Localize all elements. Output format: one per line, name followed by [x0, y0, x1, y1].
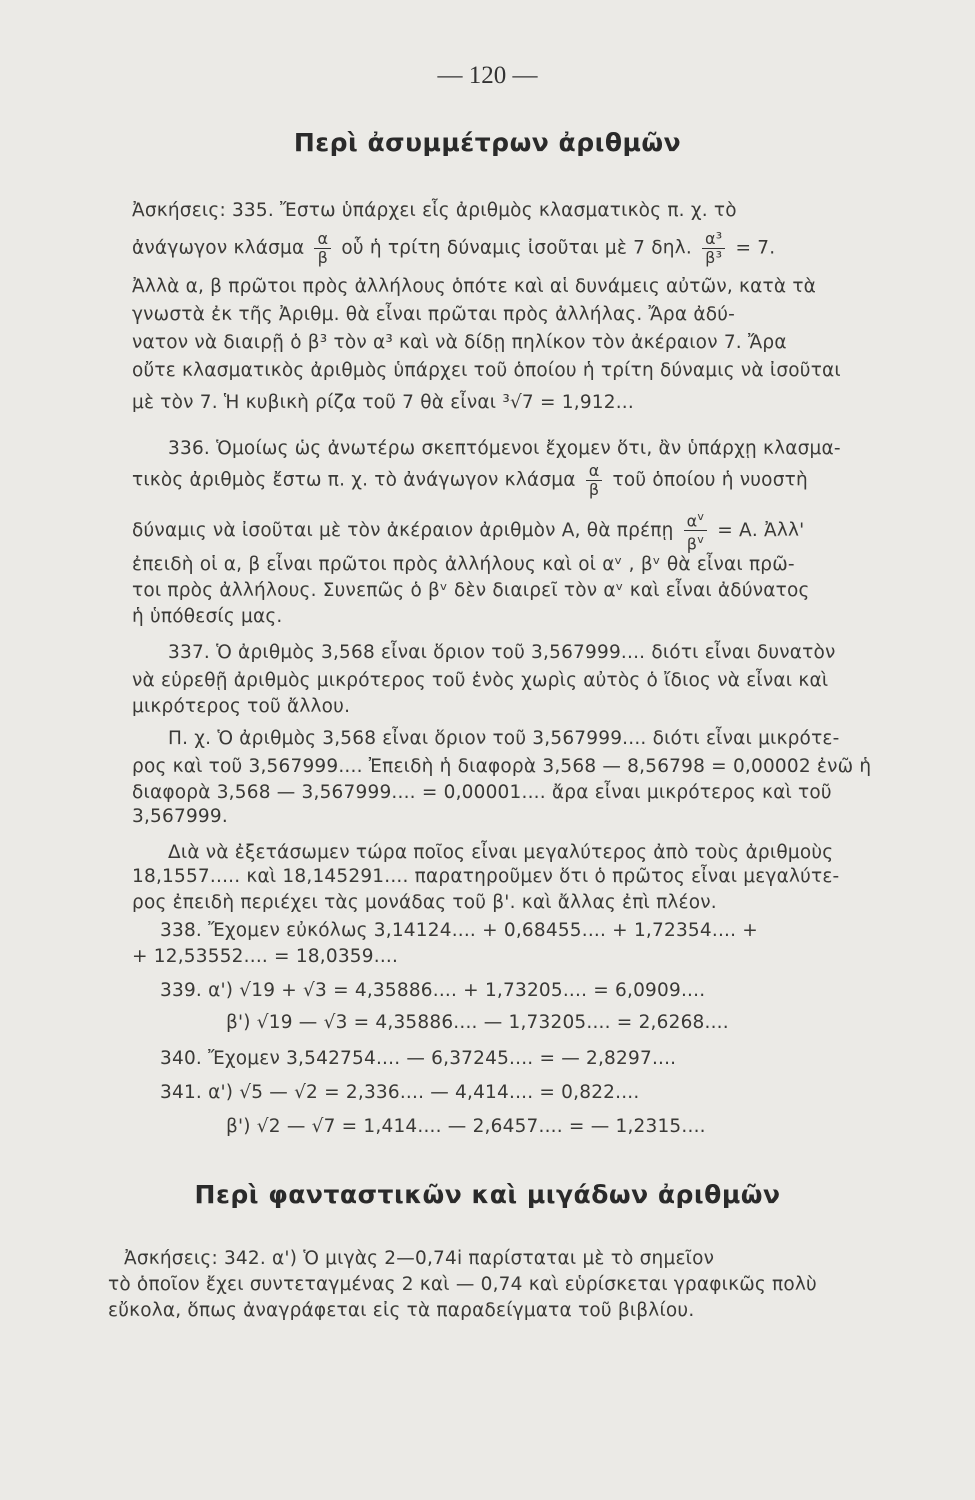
text-line-20: 3,567999. [132, 806, 228, 827]
text-line-17: Π. χ. Ὁ ἀριθμὸς 3,568 εἶναι ὅριον τοῦ 3,567999.... διότι εἶναι μικρότε- [168, 728, 840, 749]
text-line-2-end: = 7. [735, 237, 776, 259]
exercise-339a: 339. α') √19 + √3 = 4,35886.... + 1,73205.... = 6,0909.... [160, 980, 706, 1001]
exercise-338: 338. Ἔχομεν εὐκόλως 3,14124.... + 0,68455.... + 1,72354.... + [160, 920, 758, 941]
text-line-9-start: τικὸς ἀριθμὸς ἔστω π. χ. τὸ ἀνάγωγον κλάσμα [132, 469, 576, 491]
exercise-342: Ἀσκήσεις: 342. α') Ὁ μιγὰς 2—0,74i παρίσταται μὲ τὸ σημεῖον [124, 1248, 715, 1269]
text-line-13: ἡ ὑπόθεσίς μας. [132, 606, 283, 627]
page-number: — 120 — [437, 62, 538, 89]
fraction-numerator: $\alpha^v$ [684, 508, 707, 531]
exercise-337: 337. Ὁ ἀριθμὸς 3,568 εἶναι ὅριον τοῦ 3,567999.... διότι εἶναι δυνατὸν [168, 642, 836, 663]
text-line-10 [132, 508, 804, 554]
text-line-1: Ἀσκήσεις: 335. Ἔστω ὑπάρχει εἷς ἀριθμὸς κλασματικὸς π. χ. τὸ [132, 200, 737, 221]
text-line-9 [132, 462, 808, 499]
text-line-15: νὰ εὑρεθῇ ἀριθμὸς μικρότερος τοῦ ἑνὸς χωρὶς αὐτὸς ὁ ἴδιος νὰ εἶναι καὶ [132, 670, 829, 691]
text-line-7: μὲ τὸν 7. Ἡ κυβικὴ ρίζα τοῦ 7 θὰ εἶναι ³√7 = 1,912... [132, 392, 634, 413]
text-line-21: Διὰ νὰ ἐξετάσωμεν τώρα ποῖος εἶναι μεγαλύτερος ἀπὸ τοὺς ἀριθμοὺς [168, 842, 834, 863]
text-line-6: οὔτε κλασματικὸς ἀριθμὸς ὑπάρχει τοῦ ὁποίου ἡ τρίτη δύναμις νὰ ἰσοῦται [132, 360, 841, 381]
text-line-19: διαφορὰ 3,568 — 3,567999.... = 0,00001.... ἄρα εἶναι μικρότερος καὶ τοῦ [132, 782, 832, 803]
fraction-numerator: α [586, 462, 603, 481]
fraction-denominator: β [588, 480, 600, 499]
text-line-10-end: = Α. Ἀλλ' [717, 519, 805, 541]
fraction-denominator: β³ [705, 248, 723, 267]
exercise-336: 336. Ὁμοίως ὡς ἀνωτέρω σκεπτόμενοι ἔχομεν ὅτι, ἂν ὑπάρχῃ κλασμα- [168, 438, 841, 459]
text-line-33: εὔκολα, ὅπως ἀναγράφεται εἰς τὰ παραδείγματα τοῦ βιβλίου. [108, 1300, 695, 1321]
fraction-numerator: α³ [702, 230, 725, 249]
text-line-2-middle: οὗ ἡ τρίτη δύναμις ἰσοῦται μὲ 7 δηλ. [341, 237, 692, 259]
text-line-18: ρος καὶ τοῦ 3,567999.... Ἐπειδὴ ἡ διαφορὰ 3,568 — 8,56798 = 0,00002 ἐνῶ ἡ [132, 756, 872, 777]
fraction-denominator: $\beta^v$ [686, 533, 704, 554]
text-line-4: γνωστὰ ἐκ τῆς Ἀριθμ. θὰ εἶναι πρῶται πρὸς ἀλλήλας. Ἄρα ἀδύ- [132, 304, 736, 325]
text-line-2 [132, 230, 775, 267]
fraction-a-over-b [314, 230, 331, 267]
exercise-339b: β') √19 — √3 = 4,35886.... — 1,73205.... = 2,6268.... [226, 1012, 729, 1033]
section-title-complex: Περὶ φανταστικῶν καὶ μιγάδων ἀριθμῶν [194, 1180, 781, 1209]
section-title-irrational: Περὶ ἀσυμμέτρων ἀριθμῶν [293, 128, 682, 157]
text-line-11: ἐπειδὴ οἱ α, β εἶναι πρῶτοι πρὸς ἀλλήλους καὶ οἱ αᵛ , βᵛ θὰ εἶναι πρῶ- [132, 554, 795, 575]
text-line-32: τὸ ὁποῖον ἔχει συντεταγμένας 2 καὶ — 0,74 καὶ εὑρίσκεται γραφικῶς πολὺ [108, 1274, 817, 1295]
text-line-9-end: τοῦ ὁποίου ἡ νυοστὴ [612, 469, 808, 491]
exercise-341b: β') √2 — √7 = 1,414.... — 2,6457.... = — 1,2315.... [226, 1116, 706, 1137]
text-line-16: μικρότερος τοῦ ἄλλου. [132, 696, 351, 717]
text-line-5: νατον νὰ διαιρῇ ὁ β³ τὸν α³ καὶ νὰ δίδῃ πηλίκον τὸν ἀκέραιον 7. Ἄρα [132, 332, 787, 353]
text-line-23: ρος ἐπειδὴ περιέχει τὰς μονάδας τοῦ β'. καὶ ἄλλας ἐπὶ πλέον. [132, 892, 717, 913]
fraction-numerator: α [314, 230, 331, 249]
text-line-25: + 12,53552.... = 18,0359.... [132, 946, 399, 967]
fraction-a-over-b [586, 462, 603, 499]
fraction-av-over-bv [684, 508, 707, 554]
exercise-340: 340. Ἔχομεν 3,542754.... — 6,37245.... = — 2,8297.... [160, 1048, 677, 1069]
fraction-denominator: β [317, 248, 329, 267]
text-line-10-start: δύναμις νὰ ἰσοῦται μὲ τὸν ἀκέραιον ἀριθμὸν Α, θὰ πρέπῃ [132, 519, 674, 541]
text-line-3: Ἀλλὰ α, β πρῶτοι πρὸς ἀλλήλους ὁπότε καὶ αἱ δυνάμεις αὐτῶν, κατὰ τὰ [132, 276, 817, 297]
text-line-2-start: ἀνάγωγον κλάσμα [132, 237, 305, 259]
text-line-22: 18,1557..... καὶ 18,145291.... παρατηροῦμεν ὅτι ὁ πρῶτος εἶναι μεγαλύτε- [132, 866, 840, 887]
fraction-a3-over-b3 [702, 230, 725, 267]
text-line-12: τοι πρὸς ἀλλήλους. Συνεπῶς ὁ βᵛ δὲν διαιρεῖ τὸν αᵛ καὶ εἶναι ἀδύνατος [132, 580, 810, 601]
exercise-341a: 341. α') √5 — √2 = 2,336.... — 4,414.... = 0,822.... [160, 1082, 640, 1103]
